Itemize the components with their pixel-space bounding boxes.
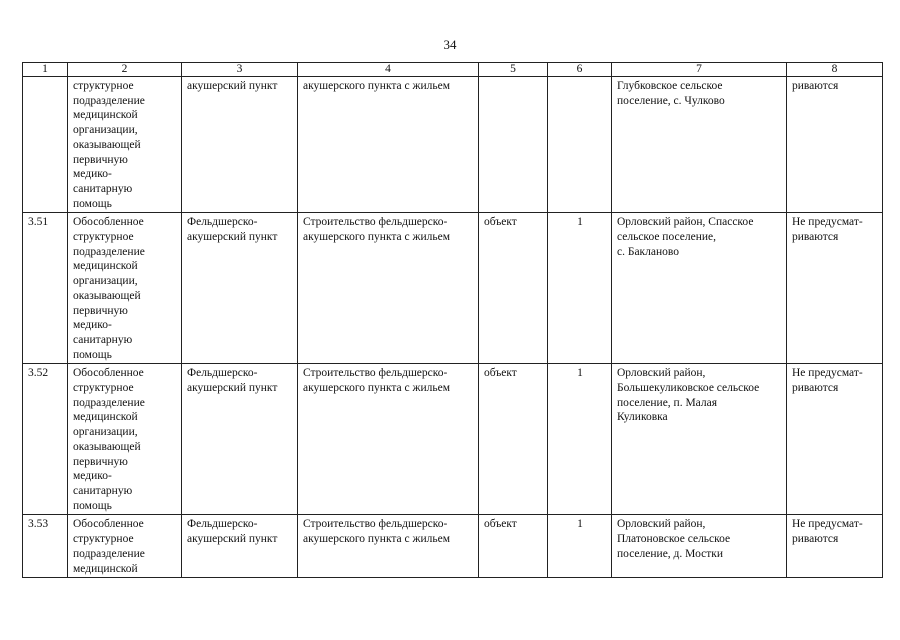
cell-line: медицинской [73, 109, 138, 122]
cell-line: поселение, с. Чулково [617, 94, 725, 107]
cell-line: первичную [73, 304, 128, 317]
cell-line: Обособленное [73, 216, 144, 229]
cell-line: акушерского пункта с жильем [303, 80, 450, 92]
table-row-3-53 [23, 515, 883, 578]
location-cell [612, 515, 787, 578]
cell-line: организации, [73, 275, 138, 288]
note-cell [787, 77, 883, 213]
cell-line: Обособленное [73, 367, 144, 380]
cell-line: структурное [73, 231, 134, 244]
column-header: 2 [68, 63, 182, 77]
cell-line: акушерского пункта с жильем [303, 382, 450, 395]
cell-line: поселение, п. Малая [617, 396, 718, 409]
cell-line: риваются [792, 231, 839, 244]
cell-line: медико- [73, 168, 112, 181]
location-cell [612, 77, 787, 213]
page-number: 34 [443, 37, 457, 52]
cell-line: риваются [792, 80, 839, 92]
cell-line: организации, [73, 124, 138, 137]
cell-line: оказывающей [73, 138, 141, 151]
facility-type-cell [182, 77, 298, 213]
facility-name-cell [68, 213, 182, 364]
row-number-cell: 3.53 [23, 515, 68, 578]
cell-line: санитарную [73, 333, 133, 346]
cell-line: акушерского пункта с жильем [303, 533, 450, 546]
cell-line: подразделение [73, 396, 145, 409]
cell-line: оказывающей [73, 440, 141, 453]
column-header: 5 [479, 63, 548, 77]
unit-cell [479, 77, 548, 213]
cell-line: Строительство фельдшерско- [303, 367, 448, 380]
cell-line: подразделение [73, 547, 145, 560]
cell-line: акушерский пункт [187, 382, 278, 395]
document-table [22, 62, 883, 578]
cell-line: с. Бакланово [617, 245, 679, 258]
cell-line: Фельдшерско- [187, 518, 258, 531]
facility-type-cell [182, 515, 298, 578]
location-cell [612, 213, 787, 364]
cell-line: Обособленное [73, 518, 144, 531]
table-row-3-52 [23, 364, 883, 515]
cell-line: Не предусмат- [792, 367, 863, 380]
table-row-continuation [23, 77, 883, 213]
cell-line: организации, [73, 426, 138, 439]
cell-line: медико- [73, 470, 112, 483]
column-header: 1 [23, 63, 68, 77]
cell-line: Не предусмат- [792, 216, 863, 229]
facility-type-cell [182, 213, 298, 364]
column-header: 4 [298, 63, 479, 77]
quantity-cell: 1 [548, 213, 612, 364]
column-number-row [23, 63, 883, 77]
note-cell [787, 515, 883, 578]
unit-cell: объект [479, 515, 548, 578]
cell-line: Фельдшерско- [187, 216, 258, 229]
cell-line: акушерский пункт [187, 533, 278, 546]
event-cell [298, 213, 479, 364]
cell-line: Не предусмат- [792, 518, 863, 531]
column-header: 3 [182, 63, 298, 77]
cell-line: Фельдшерско- [187, 367, 258, 380]
event-cell [298, 364, 479, 515]
cell-line: Орловский район, [617, 518, 706, 531]
unit-cell: объект [479, 213, 548, 364]
cell-line: медико- [73, 319, 112, 332]
cell-line: Куликовка [617, 411, 668, 424]
cell-line: медицинской [73, 411, 138, 424]
cell-line: помощь [73, 499, 112, 512]
row-number-cell [23, 77, 68, 213]
cell-line: Орловский район, [617, 367, 706, 380]
cell-line: подразделение [73, 245, 145, 258]
cell-line: Орловский район, Спасское [617, 216, 754, 229]
cell-line: санитарную [73, 484, 133, 497]
quantity-cell: 1 [548, 364, 612, 515]
cell-line: поселение, д. Мостки [617, 547, 723, 560]
cell-line: структурное [73, 382, 134, 395]
cell-line: первичную [73, 455, 128, 468]
cell-line: риваются [792, 533, 839, 546]
cell-line: помощь [73, 348, 112, 361]
cell-line: помощь [73, 197, 112, 210]
facility-name-cell [68, 77, 182, 213]
cell-line: медицинской [73, 562, 138, 575]
facility-name-cell [68, 515, 182, 578]
cell-line: медицинской [73, 260, 138, 273]
cell-line: Строительство фельдшерско- [303, 216, 448, 229]
column-header: 8 [787, 63, 883, 77]
cell-line: санитарную [73, 182, 133, 195]
location-cell [612, 364, 787, 515]
facility-name-cell [68, 364, 182, 515]
cell-line: структурное [73, 533, 134, 546]
cell-line: первичную [73, 153, 128, 166]
cell-line: Строительство фельдшерско- [303, 518, 448, 531]
unit-cell: объект [479, 364, 548, 515]
row-number-cell: 3.52 [23, 364, 68, 515]
event-cell [298, 77, 479, 213]
column-header: 7 [612, 63, 787, 77]
quantity-cell: 1 [548, 515, 612, 578]
cell-line: Большекуликовское сельское [617, 382, 760, 395]
event-cell [298, 515, 479, 578]
note-cell [787, 213, 883, 364]
cell-line: Глубковское сельское [617, 80, 723, 92]
table-row-3-51 [23, 213, 883, 364]
column-header: 6 [548, 63, 612, 77]
note-cell [787, 364, 883, 515]
cell-line: акушерского пункта с жильем [303, 231, 450, 244]
cell-line: подразделение [73, 94, 145, 107]
cell-line: акушерский пункт [187, 80, 278, 92]
cell-line: структурное [73, 80, 134, 92]
cell-line: акушерский пункт [187, 231, 278, 244]
row-number-cell: 3.51 [23, 213, 68, 364]
cell-line: риваются [792, 382, 839, 395]
quantity-cell [548, 77, 612, 213]
cell-line: Платоновское сельское [617, 533, 731, 546]
cell-line: сельское поселение, [617, 231, 716, 244]
cell-line: оказывающей [73, 289, 141, 302]
facility-type-cell [182, 364, 298, 515]
